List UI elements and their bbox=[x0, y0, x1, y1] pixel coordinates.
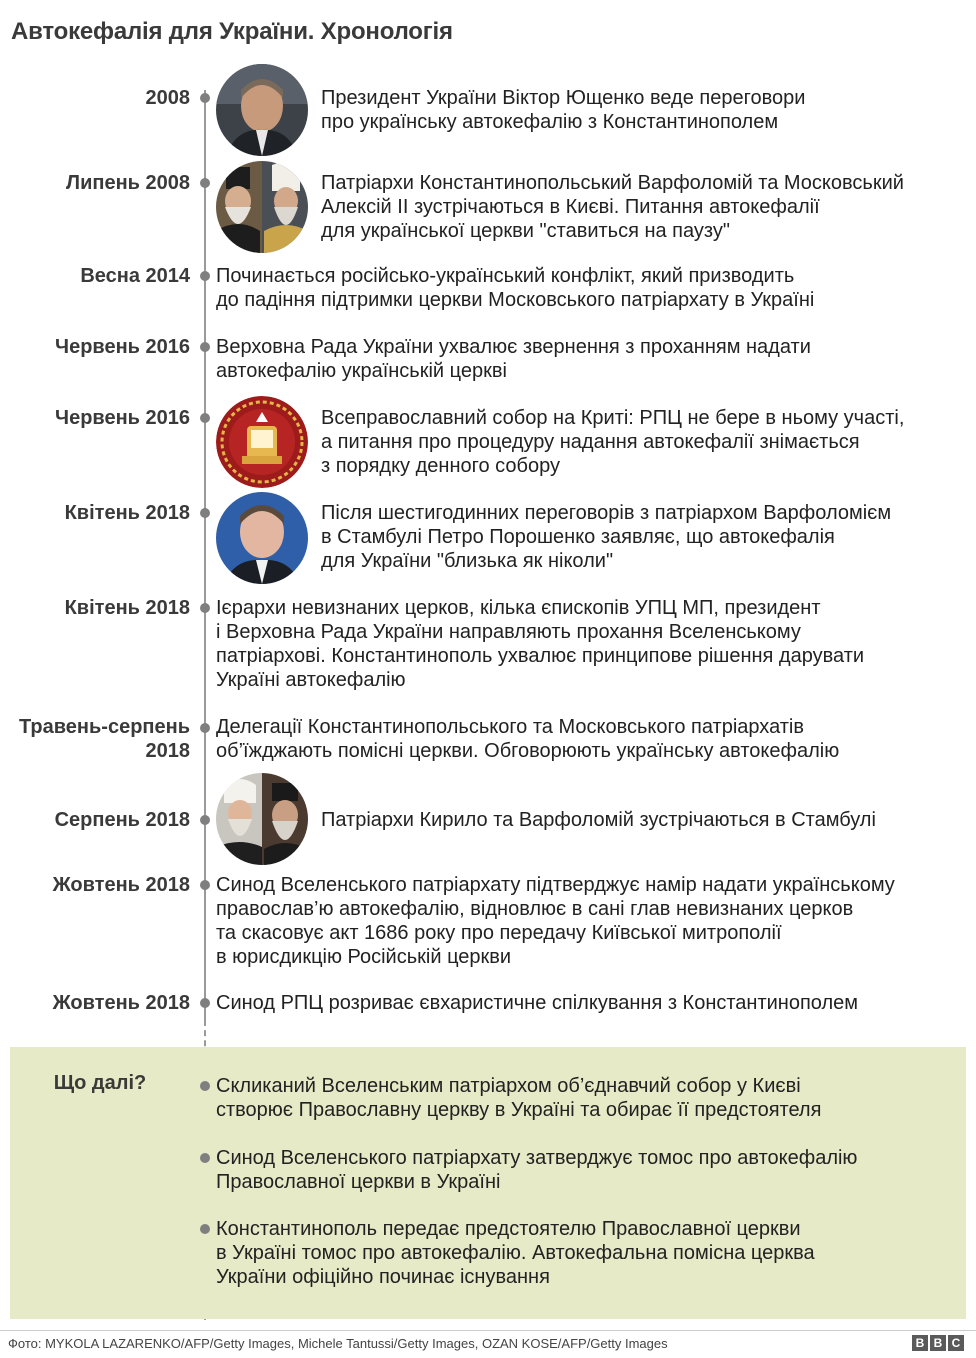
event-text: Синод Вселенського патріархату підтверджує намір надати українському православ’ю автокефалію, відновлює в сані глав невизнаних церков та скасовує акт 1686 року про передачу Київської митрополії в юрисдикцію Російській церкви bbox=[216, 874, 895, 968]
event-date: Весна 2014 bbox=[80, 265, 190, 287]
event-text: Після шестигодинних переговорів з патріархом Варфоломієм в Стамбулі Петро Порошенко заявляє, що автокефалія для України "близька як ніколи" bbox=[321, 502, 892, 572]
event-date: Серпень 2018 bbox=[54, 809, 190, 831]
timeline-dot bbox=[200, 603, 210, 613]
patriarchs-2008-photo bbox=[216, 161, 308, 253]
timeline-dot bbox=[200, 342, 210, 352]
event-text: Ієрархи невизнаних церков, кілька єпископів УПЦ МП, президент і Верховна Рада України направляють прохання Вселенському патріархові. Константинополь ухвалює принципове рішення дарувати Україні автокефалію bbox=[216, 597, 865, 691]
timeline-dot bbox=[200, 723, 210, 733]
timeline-dot bbox=[200, 880, 210, 890]
event-text: Всеправославний собор на Криті: РПЦ не бере в ньому участі, а питання про процедуру надання автокефалії знімається з порядку денного собору bbox=[321, 407, 905, 477]
page-title: Автокефалія для України. Хронологія bbox=[11, 18, 453, 45]
future-text: Синод Вселенського патріархату затверджує томос про автокефалію Православної церкви в Україні bbox=[216, 1147, 858, 1193]
event-date: Червень 2016 bbox=[55, 407, 190, 429]
future-text: Константинополь передає предстоятелю Православної церкви в Україні томос про автокефалію. Автокефальна помісна церква України офіційно починає існування bbox=[216, 1218, 815, 1288]
event-date: Травень-серпень 2018 bbox=[18, 716, 190, 762]
timeline-dot bbox=[200, 1081, 210, 1091]
event-text: Синод РПЦ розриває євхаристичне спілкування з Константинополем bbox=[216, 992, 859, 1014]
event-text: Верховна Рада України ухвалює звернення з проханням надати автокефалію українській церкві bbox=[216, 336, 811, 382]
event-date: Жовтень 2018 bbox=[52, 874, 190, 896]
timeline-dot bbox=[200, 1153, 210, 1163]
event-date: Квітень 2018 bbox=[64, 502, 190, 524]
timeline-dot bbox=[200, 271, 210, 281]
event-date: 2008 bbox=[145, 87, 190, 109]
event-date: Липень 2008 bbox=[66, 172, 190, 194]
photo-credit: Фото: MYKOLA LAZARENKO/AFP/Getty Images, Michele Tantussi/Getty Images, OZAN KOSE/AFP/Getty Images bbox=[8, 1336, 668, 1351]
council-emblem bbox=[216, 396, 308, 488]
future-text: Скликаний Вселенським патріархом об’єднавчий собор у Києві створює Православну церкву в Україні та обирає її предстоятеля bbox=[216, 1075, 822, 1121]
event-text: Президент України Віктор Ющенко веде переговори про українську автокефалію з Константинополем bbox=[321, 87, 806, 133]
footer-divider bbox=[0, 1330, 976, 1331]
timeline-dot bbox=[200, 1224, 210, 1234]
event-text: Патріархи Кирило та Варфоломій зустрічаються в Стамбулі bbox=[321, 809, 876, 831]
timeline-dot bbox=[200, 93, 210, 103]
event-date: Жовтень 2018 bbox=[52, 992, 190, 1014]
event-text: Патріархи Константинопольський Варфоломій та Московський Алексій II зустрічаються в Києві. Питання автокефалії для української церкви "ставиться на паузу" bbox=[321, 172, 904, 242]
timeline-dot bbox=[200, 178, 210, 188]
timeline-dot bbox=[200, 508, 210, 518]
event-text: Делегації Константинопольського та Московського патріархатів об’їжджають помісні церкви. Обговорюють українську автокефалію bbox=[216, 716, 840, 762]
future-heading: Що далі? bbox=[53, 1072, 147, 1094]
timeline-dot bbox=[200, 413, 210, 423]
event-date: Квітень 2018 bbox=[64, 597, 190, 619]
timeline-dot bbox=[200, 815, 210, 825]
yushchenko-photo bbox=[216, 64, 308, 156]
kirill-bartholomew-photo bbox=[216, 773, 308, 865]
poroshenko-photo bbox=[216, 492, 308, 584]
bbc-logo: B B C bbox=[912, 1335, 964, 1351]
event-date: Червень 2016 bbox=[55, 336, 190, 358]
timeline-dot bbox=[200, 998, 210, 1008]
event-text: Починається російсько-український конфлікт, який призводить до падіння підтримки церкви Московського патріархату в Україні bbox=[216, 265, 815, 311]
